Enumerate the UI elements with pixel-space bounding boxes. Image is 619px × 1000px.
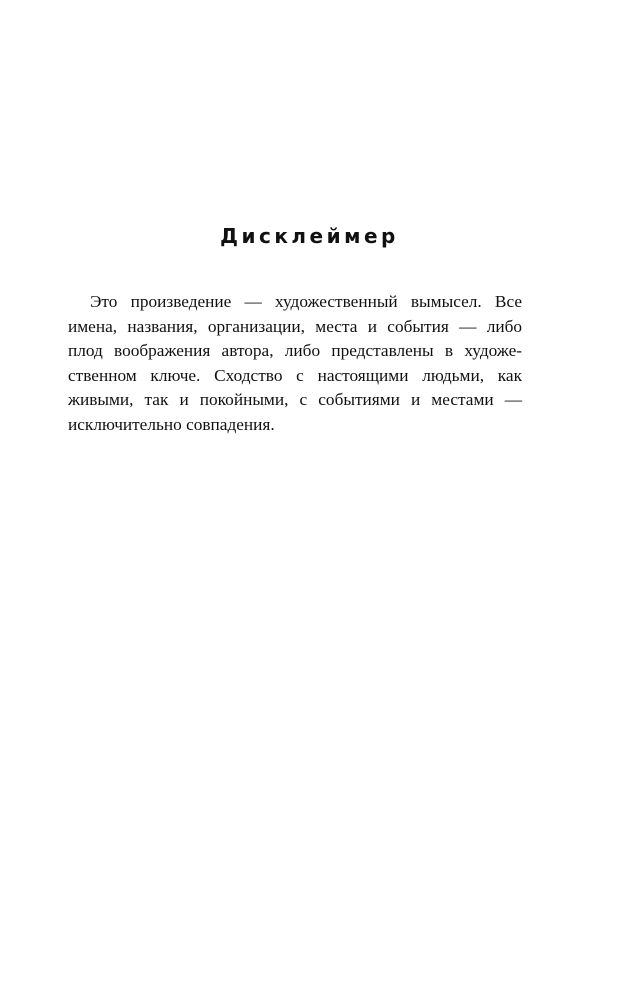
paragraph-line: плод воображения автора, либо представлены в художе-: [68, 341, 522, 361]
paragraph-line: имена, названия, организации, места и события — либо: [68, 316, 522, 336]
paragraph-line: исключительно совпадения.: [68, 414, 275, 434]
disclaimer-paragraph: [68, 290, 522, 438]
paragraph-line: Это произведение — художественный вымысел. Все: [90, 292, 522, 311]
paragraph-line: ственном ключе. Сходство с настоящими людьми, как: [68, 365, 522, 385]
disclaimer-heading: Дисклеймер: [220, 224, 399, 248]
paragraph-line: живыми, так и покойными, с событиями и местами —: [68, 390, 522, 410]
